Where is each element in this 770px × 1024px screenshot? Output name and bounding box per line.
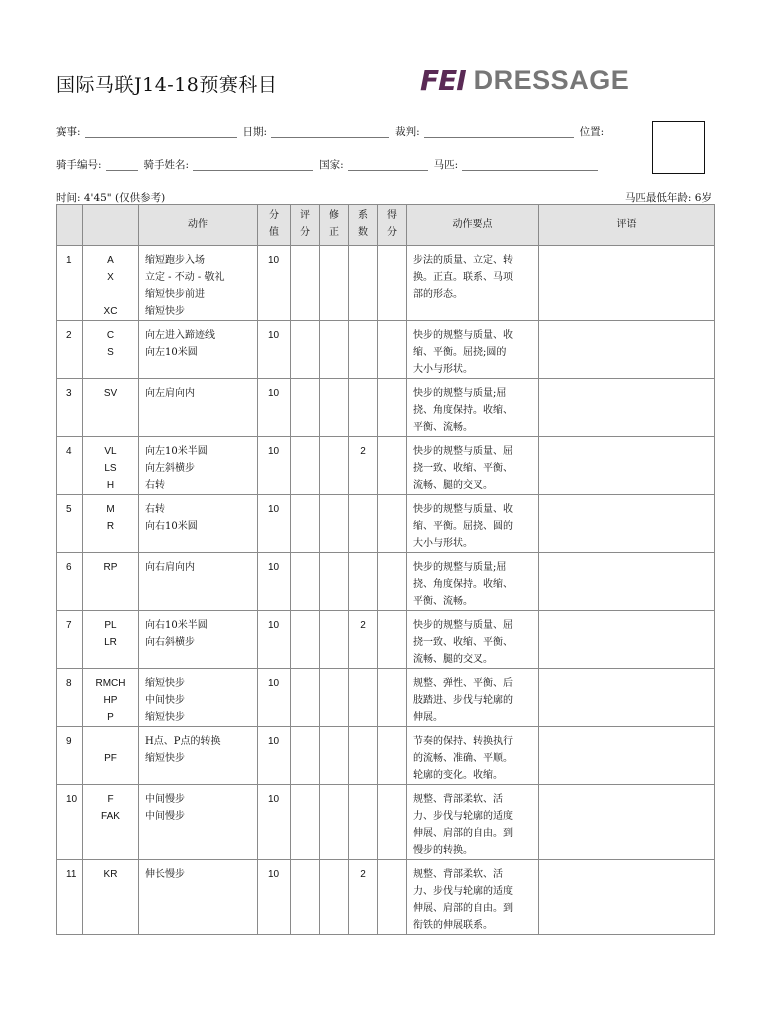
form-row-2: [56, 157, 604, 172]
remarks-cell[interactable]: [539, 611, 715, 669]
minimum-horse-age: 马匹最低年龄: 6岁: [624, 192, 712, 204]
correction-cell[interactable]: [320, 553, 349, 611]
directive-ideas: 快步的规整与质量;屈 挠、角度保持。收缩、 平衡、流畅。: [407, 379, 539, 437]
max-score: 10: [258, 669, 291, 727]
movement-number: 9: [57, 727, 83, 785]
coefficient: 2: [349, 437, 378, 495]
movement-description: 缩短快步 中间快步 缩短快步: [139, 669, 258, 727]
mark-cell[interactable]: [291, 860, 320, 935]
final-score-cell[interactable]: [378, 379, 407, 437]
remarks-cell[interactable]: [539, 495, 715, 553]
event-field[interactable]: [85, 126, 237, 138]
horse-label: 马匹:: [433, 159, 459, 171]
arena-markers: A X XC: [83, 246, 139, 321]
table-row: [57, 727, 715, 785]
max-score: 10: [258, 379, 291, 437]
correction-cell[interactable]: [320, 785, 349, 860]
movement-number: 3: [57, 379, 83, 437]
max-score: 10: [258, 437, 291, 495]
coefficient: [349, 379, 378, 437]
form-row-1: [56, 124, 604, 139]
correction-cell[interactable]: [320, 379, 349, 437]
directive-ideas: 快步的规整与质量;屈 挠、角度保持。收缩、 平衡、流畅。: [407, 553, 539, 611]
arena-markers: PL LR: [83, 611, 139, 669]
arena-markers: SV: [83, 379, 139, 437]
directive-ideas: 快步的规整与质量、收 缩、平衡。屈挠;圆的 大小与形状。: [407, 321, 539, 379]
fei-logo-text: FEI: [420, 63, 466, 97]
arena-markers: M R: [83, 495, 139, 553]
table-row: [57, 379, 715, 437]
directive-ideas: 快步的规整与质量、屈 挠一致、收缩、平衡、 流畅、腿的交叉。: [407, 611, 539, 669]
test-time: 时间: 4'45" (仅供参考): [56, 192, 166, 204]
country-label: 国家:: [319, 159, 344, 171]
correction-cell[interactable]: [320, 246, 349, 321]
final-score-cell[interactable]: [378, 727, 407, 785]
final-score-cell[interactable]: [378, 669, 407, 727]
header-number: [57, 205, 83, 246]
max-score: 10: [258, 785, 291, 860]
arena-markers: PF: [83, 727, 139, 785]
directive-ideas: 步法的质量、立定、转 换。正直。联系、马项 部的形态。: [407, 246, 539, 321]
header-mark: 评 分: [291, 205, 320, 246]
arena-markers: RP: [83, 553, 139, 611]
directive-ideas: 规整、弹性、平衡、后 肢踏进、步伐与轮廓的 伸展。: [407, 669, 539, 727]
correction-cell[interactable]: [320, 727, 349, 785]
final-score-cell[interactable]: [378, 246, 407, 321]
movement-number: 10: [57, 785, 83, 860]
arena-markers: C S: [83, 321, 139, 379]
directive-ideas: 快步的规整与质量、屈 挠一致、收缩、平衡、 流畅、腿的交叉。: [407, 437, 539, 495]
mark-cell[interactable]: [291, 437, 320, 495]
fei-dressage-logo: [420, 64, 629, 96]
movement-number: 6: [57, 553, 83, 611]
coefficient: [349, 321, 378, 379]
header-final-score: 得 分: [378, 205, 407, 246]
header-movement: 动作: [139, 205, 258, 246]
final-score-cell[interactable]: [378, 553, 407, 611]
movement-number: 11: [57, 860, 83, 935]
table-row: [57, 785, 715, 860]
max-score: 10: [258, 553, 291, 611]
directive-ideas: 规整、背部柔软、活 力、步伐与轮廓的适度 伸展、肩部的自由。到 衔铁的伸展联系。: [407, 860, 539, 935]
rider-number-label: 骑手编号:: [56, 159, 102, 171]
remarks-cell[interactable]: [539, 553, 715, 611]
final-score-cell[interactable]: [378, 860, 407, 935]
max-score: 10: [258, 495, 291, 553]
movement-description: H点、P点的转换 缩短快步: [139, 727, 258, 785]
mark-cell[interactable]: [291, 727, 320, 785]
event-label: 赛事:: [56, 126, 81, 138]
table-row: [57, 860, 715, 935]
directive-ideas: 规整、背部柔软、活 力、步伐与轮廓的适度 伸展、肩部的自由。到 慢步的转换。: [407, 785, 539, 860]
final-score-cell[interactable]: [378, 611, 407, 669]
movement-description: 向左进入蹄迹线 向左10米圆: [139, 321, 258, 379]
movement-number: 5: [57, 495, 83, 553]
table-row: [57, 437, 715, 495]
header-coefficient: 系 数: [349, 205, 378, 246]
correction-cell[interactable]: [320, 437, 349, 495]
remarks-cell[interactable]: [539, 379, 715, 437]
max-score: 10: [258, 611, 291, 669]
movement-description: 右转 向右10米圆: [139, 495, 258, 553]
mark-cell[interactable]: [291, 669, 320, 727]
arena-markers: KR: [83, 860, 139, 935]
correction-cell[interactable]: [320, 611, 349, 669]
coefficient: [349, 495, 378, 553]
movement-number: 8: [57, 669, 83, 727]
table-row: [57, 321, 715, 379]
directive-ideas: 快步的规整与质量、收 缩、平衡。屈挠、圆的 大小与形状。: [407, 495, 539, 553]
movement-number: 4: [57, 437, 83, 495]
table-header-row: [57, 205, 715, 246]
arena-markers: RMCH HP P: [83, 669, 139, 727]
mark-cell[interactable]: [291, 246, 320, 321]
header-correction: 修 正: [320, 205, 349, 246]
mark-cell[interactable]: [291, 379, 320, 437]
table-row: [57, 669, 715, 727]
table-row: [57, 553, 715, 611]
mark-cell[interactable]: [291, 553, 320, 611]
movement-description: 向左肩向内: [139, 379, 258, 437]
remarks-cell[interactable]: [539, 727, 715, 785]
coefficient: 2: [349, 611, 378, 669]
remarks-cell[interactable]: [539, 321, 715, 379]
max-score: 10: [258, 246, 291, 321]
final-score-cell[interactable]: [378, 321, 407, 379]
movement-number: 7: [57, 611, 83, 669]
dressage-logo-text: DRESSAGE: [473, 64, 630, 95]
remarks-cell[interactable]: [539, 437, 715, 495]
date-field[interactable]: [271, 126, 389, 138]
coefficient: [349, 669, 378, 727]
header-score-value: 分 值: [258, 205, 291, 246]
header-marker: [83, 205, 139, 246]
correction-cell[interactable]: [320, 860, 349, 935]
rider-name-field[interactable]: [193, 159, 313, 171]
table-row: [57, 611, 715, 669]
remarks-cell[interactable]: [539, 246, 715, 321]
movement-number: 1: [57, 246, 83, 321]
max-score: 10: [258, 321, 291, 379]
movement-description: 缩短跑步入场 立定 - 不动 - 敬礼 缩短快步前进 缩短快步: [139, 246, 258, 321]
directive-ideas: 节奏的保持、转换执行 的流畅、准确、平顺。 轮廓的变化。收缩。: [407, 727, 539, 785]
table-row: [57, 246, 715, 321]
judge-label: 裁判:: [395, 126, 420, 138]
arena-markers: VL LS H: [83, 437, 139, 495]
final-score-cell[interactable]: [378, 495, 407, 553]
position-box[interactable]: [652, 121, 705, 174]
header-directives: 动作要点: [407, 205, 539, 246]
coefficient: 2: [349, 860, 378, 935]
horse-field[interactable]: [462, 159, 598, 171]
mark-cell[interactable]: [291, 611, 320, 669]
score-table: [56, 204, 715, 935]
coefficient: [349, 785, 378, 860]
coefficient: [349, 246, 378, 321]
header-remarks: 评语: [539, 205, 715, 246]
remarks-cell[interactable]: [539, 785, 715, 860]
coefficient: [349, 727, 378, 785]
table-row: [57, 495, 715, 553]
remarks-cell[interactable]: [539, 860, 715, 935]
arena-markers: F FAK: [83, 785, 139, 860]
max-score: 10: [258, 860, 291, 935]
movement-description: 向右10米半圆 向右斜横步: [139, 611, 258, 669]
final-score-cell[interactable]: [378, 785, 407, 860]
rider-name-label: 骑手姓名:: [143, 159, 190, 171]
correction-cell[interactable]: [320, 669, 349, 727]
movement-description: 向左10米半圆 向左斜横步 右转: [139, 437, 258, 495]
rider-number-field[interactable]: [106, 159, 138, 171]
movement-number: 2: [57, 321, 83, 379]
final-score-cell[interactable]: [378, 437, 407, 495]
date-label: 日期:: [242, 126, 268, 138]
judge-field[interactable]: [424, 126, 574, 138]
correction-cell[interactable]: [320, 321, 349, 379]
position-label: 位置:: [579, 126, 605, 138]
max-score: 10: [258, 727, 291, 785]
movement-description: 中间慢步 中间慢步: [139, 785, 258, 860]
movement-description: 伸长慢步: [139, 860, 258, 935]
correction-cell[interactable]: [320, 495, 349, 553]
remarks-cell[interactable]: [539, 669, 715, 727]
coefficient: [349, 553, 378, 611]
movement-description: 向右肩向内: [139, 553, 258, 611]
mark-cell[interactable]: [291, 785, 320, 860]
mark-cell[interactable]: [291, 495, 320, 553]
page-title: 国际马联J14-18预赛科目: [56, 74, 278, 96]
mark-cell[interactable]: [291, 321, 320, 379]
country-field[interactable]: [348, 159, 428, 171]
